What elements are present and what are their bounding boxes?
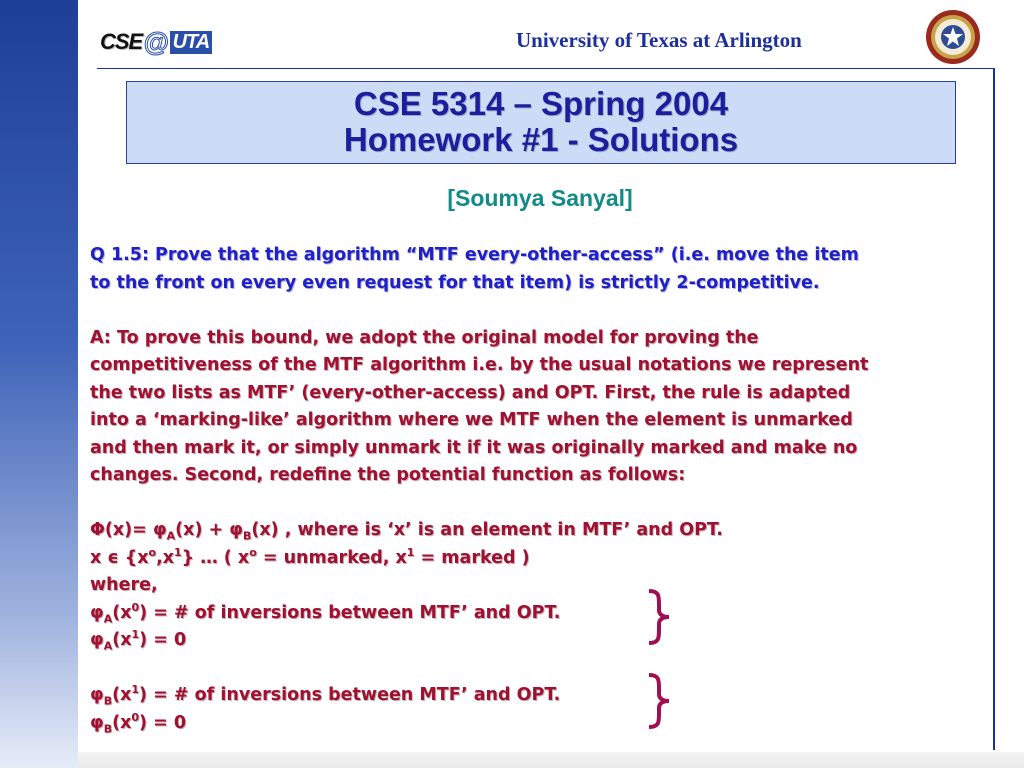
title-box bbox=[126, 81, 956, 164]
where-label: where, bbox=[90, 575, 158, 595]
answer-line: into a ‘marking-like’ algorithm where we MTF when the element is unmarked bbox=[90, 410, 853, 430]
question-line: to the front on every even request for that item) is strictly 2-competitive. bbox=[90, 272, 820, 293]
title-line-1: CSE 5314 – Spring 2004 bbox=[353, 85, 729, 122]
header-rule bbox=[97, 68, 994, 69]
answer-line: the two lists as MTF’ (every-other-access) and OPT. First, the rule is adapted bbox=[90, 382, 851, 403]
author: [Soumya Sanyal] bbox=[447, 185, 633, 211]
phi-a-x0-formula: $\varphi_A(x^0)$ = # of inversions between MTF’ and OPT. bbox=[90, 600, 561, 625]
answer-line: A: To prove this bound, we adopt the original model for proving the bbox=[90, 327, 759, 348]
university-seal-icon bbox=[925, 9, 981, 65]
university-name: University of Texas at Arlington bbox=[516, 28, 802, 52]
left-decorative-bar bbox=[0, 0, 78, 768]
right-brace-icon bbox=[645, 588, 675, 646]
right-rule bbox=[993, 68, 995, 750]
right-brace-icon bbox=[645, 672, 675, 730]
answer-line: competitiveness of the MTF algorithm i.e. by the usual notations we represent bbox=[90, 355, 869, 375]
potential-function-formula: $\Phi(x)= \varphi_A(x) + \varphi_B(x)$ , where is ‘x’ is an element in MTF’ and OPT. bbox=[90, 520, 723, 543]
domain-formula: x ϵ $\{x^o,x^1\}$ … ( $x^o$ = unmarked, $x^1$ = marked ) bbox=[90, 545, 530, 568]
answer-line: changes. Second, redefine the potential function as follows: bbox=[90, 465, 686, 485]
phi-b-x0-formula: $\varphi_B(x^0) = 0$ bbox=[90, 710, 187, 735]
slide-content bbox=[90, 242, 990, 737]
question-line: Q 1.5: Prove that the algorithm “MTF every-other-access” (i.e. move the item bbox=[90, 245, 859, 265]
bottom-strip bbox=[78, 752, 1024, 768]
answer-line: and then mark it, or simply unmark it if it was originally marked and make no bbox=[90, 437, 858, 458]
title-line-2: Homework #1 - Solutions bbox=[343, 121, 739, 158]
phi-b-x1-formula: $\varphi_B(x^1)$ = # of inversions between MTF’ and OPT. bbox=[90, 683, 561, 708]
cse-uta-logo: CSE @ UTA bbox=[100, 26, 212, 58]
phi-a-x1-formula: $\varphi_A(x^1) = 0$ bbox=[90, 628, 187, 653]
